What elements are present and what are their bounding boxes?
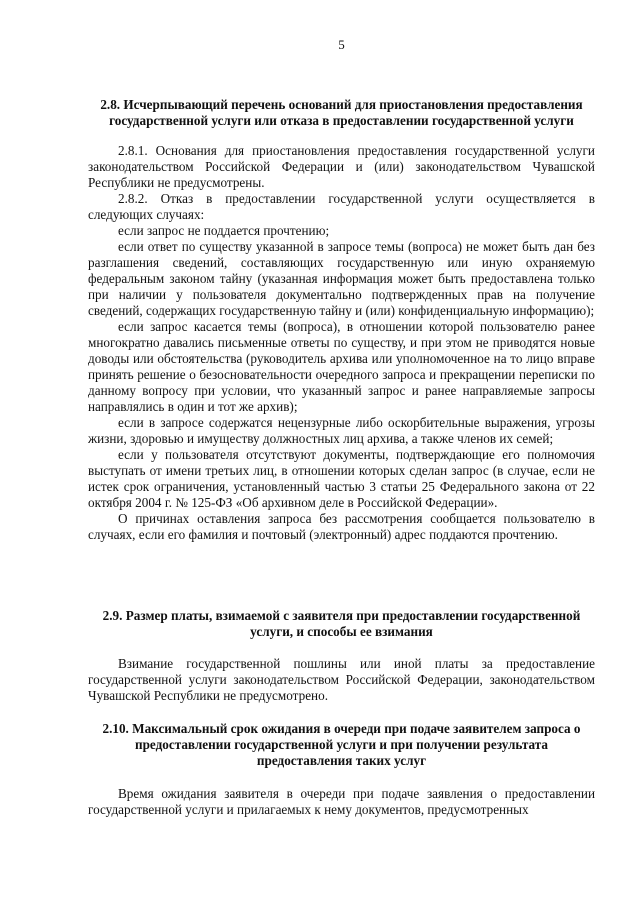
section-2-9-body	[88, 656, 595, 704]
refusal-case-secret: если ответ по существу указанной в запросе темы (вопроса) не может быть дан без разглашения сведений, составляющих государственную или иную охраняемую федеральным законом тайну (указанная информация может быть предоставлена только при наличии у пользователя документально подтвержденных прав на получение сведений, содержащих государственную тайну и (или) конфиденциальную информацию);	[88, 239, 595, 318]
section-2-10-body	[88, 786, 595, 818]
refusal-case-obscene: если в запросе содержатся нецензурные либо оскорбительные выражения, угрозы жизни, здоровью и имуществу должностных лиц архива, а также членов их семей;	[88, 415, 595, 446]
paragraph-2-8-2: 2.8.2. Отказ в предоставлении государственной услуги осуществляется в следующих случаях:	[88, 191, 595, 222]
refusal-case-no-authority: если у пользователя отсутствуют документы, подтверждающие его полномочия выступать от имени третьих лиц, в отношении которых сделан запрос (в случае, если не истек срок ограничения, установленный частью 3 статьи 25 Федерального закона от 22 октября 2004 г. № 125-ФЗ «Об архивном деле в Российской Федерации».	[88, 447, 595, 510]
section-2-10-heading: 2.10. Максимальный срок ожидания в очереди при подаче заявителем запроса о предоставлении государственной услуги и при получении результата предоставления таких услуг	[102, 721, 581, 768]
page-number: 5	[338, 37, 345, 52]
paragraph-2-10-wait: Время ожидания заявителя в очереди при подаче заявления о предоставлении государственной услуги и прилагаемых к нему документов, предусмотренных	[88, 786, 595, 817]
paragraph-2-9-fee: Взимание государственной пошлины или иной платы за предоставление государственной услуги законодательством Российской Федерации, законодательством Чувашской Республики не предусмотрено.	[88, 656, 595, 703]
section-2-8-body	[88, 143, 595, 543]
refusal-case-unreadable: если запрос не поддается прочтению;	[118, 223, 330, 238]
refusal-notification: О причинах оставления запроса без рассмотрения сообщается пользователю в случаях, если его фамилия и почтовый (электронный) адрес поддаются прочтению.	[88, 511, 595, 542]
refusal-case-repeated: если запрос касается темы (вопроса), в отношении которой пользователю ранее многократно давались письменные ответы по существу, и при этом не приводятся новые доводы или обстоятельства (руководитель архива или уполномоченное на то лицо вправе принять решение о безосновательности очередного запроса и прекращении переписки по данному вопросу при условии, что указанный запрос и ранее направляемые запросы направлялись в один и тот же архив);	[88, 319, 595, 414]
paragraph-2-8-1: 2.8.1. Основания для приостановления предоставления государственной услуги законодательством Российской Федерации и (или) законодательством Чувашской Республики не предусмотрены.	[88, 143, 595, 190]
section-2-9-heading: 2.9. Размер платы, взимаемой с заявителя при предоставлении государственной услуги, и способы ее взимания	[102, 608, 581, 639]
section-2-8-heading: 2.8. Исчерпывающий перечень оснований для приостановления предоставления государственной услуги или отказа в предоставлении государственной услуги	[100, 97, 583, 128]
